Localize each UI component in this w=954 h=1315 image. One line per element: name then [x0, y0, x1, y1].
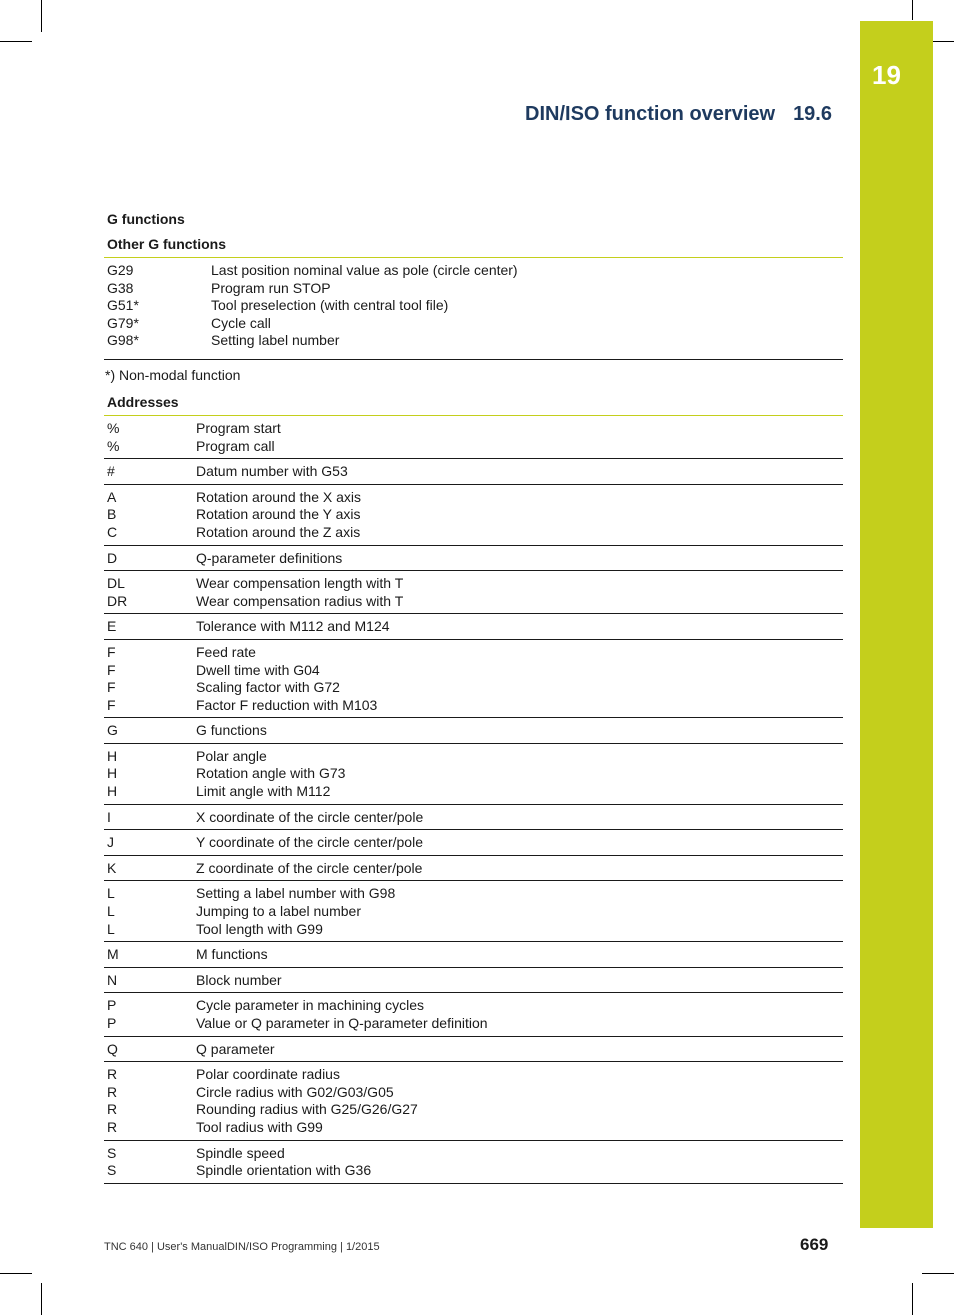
g-description: Setting label number	[211, 332, 340, 349]
address-row	[104, 524, 843, 542]
page-number: 669	[800, 1235, 829, 1254]
address-description: Y coordinate of the circle center/pole	[196, 834, 423, 851]
header-section-number: 19.6	[793, 103, 832, 125]
address-row	[104, 1066, 843, 1084]
address-code: DR	[107, 592, 128, 609]
g-functions-table	[104, 258, 843, 360]
address-row	[104, 550, 843, 568]
address-group	[104, 1140, 843, 1183]
address-description: Program start	[196, 419, 281, 436]
page-content	[104, 206, 843, 1184]
address-row	[104, 1145, 843, 1163]
address-group	[104, 717, 843, 743]
address-code: L	[107, 920, 115, 937]
address-description: Tool length with G99	[196, 920, 323, 937]
address-row	[104, 765, 843, 783]
crop-mark	[912, 0, 913, 20]
address-row	[104, 783, 843, 801]
address-row	[104, 506, 843, 524]
address-description: Rotation angle with G73	[196, 765, 346, 782]
address-code: R	[107, 1066, 118, 1083]
address-code: A	[107, 488, 117, 505]
address-row	[104, 1162, 843, 1180]
address-description: Rotation around the Z axis	[196, 523, 361, 540]
addresses-title: Addresses	[104, 390, 843, 416]
address-code: H	[107, 765, 118, 782]
address-code: D	[107, 549, 118, 566]
g-description: Last position nominal value as pole (circle center)	[211, 262, 518, 278]
page-header	[525, 103, 832, 126]
address-code: M	[107, 946, 119, 963]
address-row	[104, 1015, 843, 1033]
address-row	[104, 644, 843, 662]
g-function-row	[104, 315, 843, 333]
g-description: Cycle call	[211, 314, 271, 331]
address-row	[104, 972, 843, 990]
address-description: Block number	[196, 971, 282, 988]
address-code: I	[107, 808, 111, 825]
address-code: N	[107, 971, 118, 988]
address-description: Z coordinate of the circle center/pole	[196, 859, 423, 876]
address-row	[104, 997, 843, 1015]
address-row	[104, 593, 843, 611]
chapter-tab	[860, 21, 933, 1228]
address-code: P	[107, 997, 117, 1014]
address-group	[104, 458, 843, 484]
crop-mark	[912, 1283, 913, 1315]
address-description: Spindle orientation with G36	[196, 1162, 372, 1179]
address-row	[104, 420, 843, 438]
address-group	[104, 570, 843, 613]
address-description: Value or Q parameter in Q-parameter definition	[196, 1015, 488, 1031]
address-code: H	[107, 747, 118, 764]
address-description: M functions	[196, 946, 268, 963]
g-code: G98*	[107, 332, 139, 349]
g-code: G38	[107, 279, 134, 296]
address-row	[104, 438, 843, 456]
address-description: Limit angle with M112	[196, 783, 331, 800]
g-description: Tool preselection (with central tool file)	[211, 297, 449, 314]
address-code: J	[107, 834, 114, 851]
address-description: Tool radius with G99	[196, 1118, 323, 1135]
address-code: F	[107, 696, 116, 713]
address-code: DL	[107, 575, 125, 592]
crop-mark	[922, 1273, 954, 1274]
g-functions-title: G functions	[107, 211, 185, 227]
g-function-row	[104, 262, 843, 280]
address-description: Tolerance with M112 and M124	[196, 618, 390, 635]
address-description: X coordinate of the circle center/pole	[196, 808, 424, 825]
address-row	[104, 860, 843, 878]
address-description: Spindle speed	[196, 1144, 285, 1161]
address-row	[104, 748, 843, 766]
address-description: Rounding radius with G25/G26/G27	[196, 1101, 418, 1118]
g-description: Program run STOP	[211, 279, 331, 296]
address-group	[104, 880, 843, 941]
address-description: Rotation around the Y axis	[196, 506, 361, 523]
address-code: E	[107, 618, 117, 635]
address-code: #	[107, 463, 115, 480]
address-code: C	[107, 523, 118, 540]
address-row	[104, 697, 843, 715]
address-description: Feed rate	[196, 643, 256, 660]
address-row	[104, 1101, 843, 1119]
address-description: Scaling factor with G72	[196, 679, 340, 696]
address-description: Setting a label number with G98	[196, 885, 396, 902]
address-row	[104, 1041, 843, 1059]
address-code: B	[107, 506, 117, 523]
address-group	[104, 613, 843, 639]
address-row	[104, 1084, 843, 1102]
address-row	[104, 885, 843, 903]
address-group	[104, 639, 843, 717]
other-g-functions-title: Other G functions	[104, 232, 843, 258]
crop-mark	[0, 1273, 32, 1274]
address-code: P	[107, 1015, 117, 1031]
chapter-number: 19	[872, 60, 901, 90]
address-description: G functions	[196, 722, 267, 739]
address-row	[104, 722, 843, 740]
address-row	[104, 946, 843, 964]
address-description: Wear compensation radius with T	[196, 592, 404, 609]
address-code: %	[107, 437, 120, 454]
address-code: S	[107, 1144, 117, 1161]
address-code: %	[107, 419, 120, 436]
address-code: F	[107, 643, 116, 660]
address-row	[104, 463, 843, 481]
address-description: Polar coordinate radius	[196, 1066, 340, 1083]
address-group	[104, 545, 843, 571]
address-row	[104, 903, 843, 921]
address-description: Jumping to a label number	[196, 903, 361, 920]
footer-text: TNC 640 | User's ManualDIN/ISO Programming | 1/2015	[104, 1241, 380, 1253]
address-description: Factor F reduction with M103	[196, 696, 378, 713]
address-group	[104, 743, 843, 804]
address-code: K	[107, 859, 117, 876]
address-code: F	[107, 679, 116, 696]
address-description: Polar angle	[196, 747, 267, 764]
address-row	[104, 662, 843, 680]
g-code: G51*	[107, 297, 139, 314]
address-description: Cycle parameter in machining cycles	[196, 997, 424, 1014]
address-code: L	[107, 885, 115, 902]
crop-mark	[41, 1283, 42, 1315]
address-row	[104, 489, 843, 507]
address-description: Circle radius with G02/G03/G05	[196, 1083, 394, 1100]
address-description: Program call	[196, 437, 275, 454]
address-row	[104, 679, 843, 697]
address-group	[104, 416, 843, 458]
address-group	[104, 804, 843, 830]
address-code: G	[107, 722, 118, 739]
address-code: Q	[107, 1040, 118, 1057]
crop-mark	[0, 41, 32, 42]
g-code: G79*	[107, 314, 139, 331]
address-group	[104, 1061, 843, 1139]
address-row	[104, 834, 843, 852]
address-row	[104, 618, 843, 636]
address-code: R	[107, 1101, 118, 1118]
address-code: H	[107, 783, 118, 800]
address-group	[104, 829, 843, 855]
address-group	[104, 941, 843, 967]
address-group	[104, 967, 843, 993]
g-code: G29	[107, 262, 134, 278]
g-function-row	[104, 332, 843, 350]
footnote: *) Non-modal function	[105, 366, 241, 383]
address-code: R	[107, 1118, 118, 1135]
address-row	[104, 1119, 843, 1137]
header-title: DIN/ISO function overview	[525, 103, 776, 125]
address-code: R	[107, 1083, 118, 1100]
address-row	[104, 921, 843, 939]
address-group	[104, 484, 843, 545]
address-code: L	[107, 903, 115, 920]
address-description: Q parameter	[196, 1040, 275, 1057]
crop-mark	[41, 0, 42, 32]
address-row	[104, 809, 843, 827]
address-description: Datum number with G53	[196, 463, 348, 480]
address-group	[104, 1036, 843, 1062]
address-row	[104, 575, 843, 593]
g-function-row	[104, 280, 843, 298]
address-code: F	[107, 661, 116, 678]
address-description: Wear compensation length with T	[196, 575, 404, 592]
addresses-table	[104, 416, 843, 1184]
address-code: S	[107, 1162, 117, 1179]
address-description: Rotation around the X axis	[196, 488, 361, 505]
address-group	[104, 992, 843, 1035]
address-group	[104, 855, 843, 881]
address-description: Dwell time with G04	[196, 661, 320, 678]
g-function-row	[104, 297, 843, 315]
address-description: Q-parameter definitions	[196, 549, 343, 566]
